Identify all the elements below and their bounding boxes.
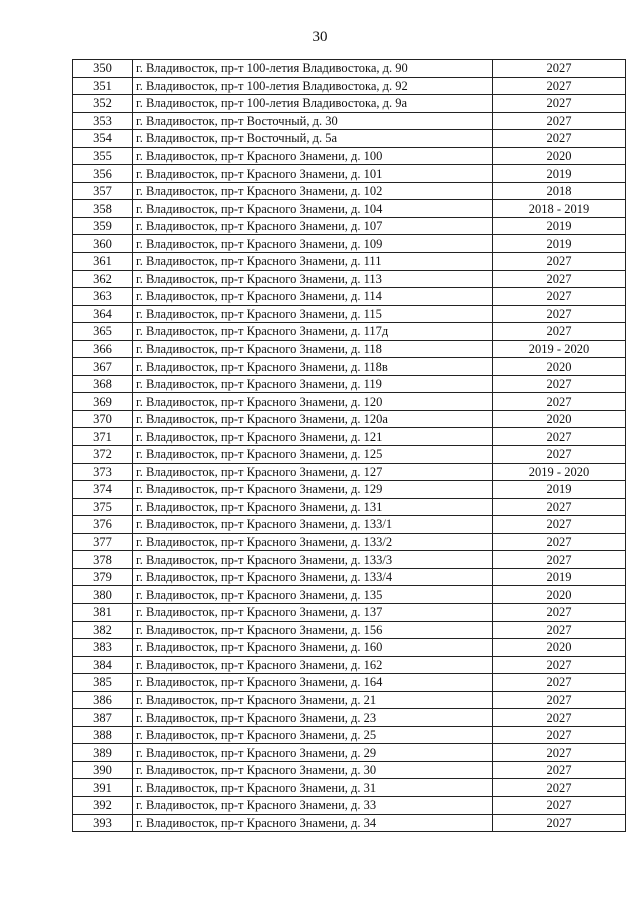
table-row — [73, 340, 626, 358]
address-cell: г. Владивосток, пр-т Красного Знамени, д. 104 — [133, 200, 493, 218]
row-number-cell: 357 — [73, 182, 133, 200]
row-number-cell: 391 — [73, 779, 133, 797]
year-cell: 2018 - 2019 — [493, 200, 626, 218]
year-cell: 2020 — [493, 410, 626, 428]
table-row — [73, 709, 626, 727]
table-row — [73, 235, 626, 253]
year-cell: 2027 — [493, 288, 626, 306]
row-number-cell: 385 — [73, 674, 133, 692]
table-row — [73, 691, 626, 709]
address-schedule-table — [72, 59, 626, 832]
year-cell: 2027 — [493, 77, 626, 95]
table-row — [73, 253, 626, 271]
year-cell: 2027 — [493, 796, 626, 814]
address-cell: г. Владивосток, пр-т Красного Знамени, д. 135 — [133, 586, 493, 604]
year-cell: 2027 — [493, 533, 626, 551]
row-number-cell: 376 — [73, 516, 133, 534]
row-number-cell: 390 — [73, 761, 133, 779]
row-number-cell: 350 — [73, 60, 133, 78]
year-cell: 2027 — [493, 674, 626, 692]
table-row — [73, 621, 626, 639]
page-number: 30 — [312, 29, 328, 45]
year-cell: 2027 — [493, 270, 626, 288]
address-cell: г. Владивосток, пр-т Красного Знамени, д. 127 — [133, 463, 493, 481]
table-row — [73, 779, 626, 797]
row-number-cell: 358 — [73, 200, 133, 218]
year-cell: 2019 — [493, 235, 626, 253]
address-cell: г. Владивосток, пр-т Красного Знамени, д. 137 — [133, 603, 493, 621]
year-cell: 2027 — [493, 130, 626, 148]
year-cell: 2027 — [493, 253, 626, 271]
address-cell: г. Владивосток, пр-т Красного Знамени, д. 118 — [133, 340, 493, 358]
row-number-cell: 354 — [73, 130, 133, 148]
address-cell: г. Владивосток, пр-т Красного Знамени, д. 119 — [133, 375, 493, 393]
table-row — [73, 726, 626, 744]
table-row — [73, 463, 626, 481]
row-number-cell: 361 — [73, 253, 133, 271]
year-cell: 2027 — [493, 551, 626, 569]
row-number-cell: 388 — [73, 726, 133, 744]
row-number-cell: 365 — [73, 323, 133, 341]
table-row — [73, 182, 626, 200]
row-number-cell: 382 — [73, 621, 133, 639]
address-cell: г. Владивосток, пр-т Красного Знамени, д. 162 — [133, 656, 493, 674]
row-number-cell: 364 — [73, 305, 133, 323]
table-row — [73, 112, 626, 130]
row-number-cell: 381 — [73, 603, 133, 621]
address-cell: г. Владивосток, пр-т Красного Знамени, д. 113 — [133, 270, 493, 288]
table-row — [73, 323, 626, 341]
row-number-cell: 377 — [73, 533, 133, 551]
table-row — [73, 639, 626, 657]
table-row — [73, 533, 626, 551]
address-cell: г. Владивосток, пр-т Красного Знамени, д. 30 — [133, 761, 493, 779]
table-row — [73, 270, 626, 288]
row-number-cell: 373 — [73, 463, 133, 481]
table-row — [73, 375, 626, 393]
year-cell: 2027 — [493, 744, 626, 762]
year-cell: 2020 — [493, 358, 626, 376]
year-cell: 2020 — [493, 639, 626, 657]
address-cell: г. Владивосток, пр-т Красного Знамени, д. 133/4 — [133, 568, 493, 586]
year-cell: 2027 — [493, 498, 626, 516]
year-cell: 2019 — [493, 481, 626, 499]
table-row — [73, 603, 626, 621]
row-number-cell: 375 — [73, 498, 133, 516]
address-cell: г. Владивосток, пр-т Красного Знамени, д. 117д — [133, 323, 493, 341]
address-cell: г. Владивосток, пр-т Красного Знамени, д. 131 — [133, 498, 493, 516]
row-number-cell: 360 — [73, 235, 133, 253]
row-number-cell: 384 — [73, 656, 133, 674]
year-cell: 2020 — [493, 586, 626, 604]
row-number-cell: 359 — [73, 217, 133, 235]
table-row — [73, 796, 626, 814]
address-cell: г. Владивосток, пр-т Красного Знамени, д. 107 — [133, 217, 493, 235]
address-cell: г. Владивосток, пр-т Красного Знамени, д. 156 — [133, 621, 493, 639]
row-number-cell: 386 — [73, 691, 133, 709]
table-row — [73, 586, 626, 604]
year-cell: 2027 — [493, 393, 626, 411]
table-row — [73, 814, 626, 832]
row-number-cell: 374 — [73, 481, 133, 499]
address-cell: г. Владивосток, пр-т Красного Знамени, д. 120а — [133, 410, 493, 428]
table-row — [73, 147, 626, 165]
address-cell: г. Владивосток, пр-т Красного Знамени, д. 33 — [133, 796, 493, 814]
address-cell: г. Владивосток, пр-т Красного Знамени, д. 109 — [133, 235, 493, 253]
year-cell: 2019 — [493, 568, 626, 586]
table-row — [73, 358, 626, 376]
address-cell: г. Владивосток, пр-т 100-летия Владивостока, д. 9а — [133, 95, 493, 113]
address-cell: г. Владивосток, пр-т Красного Знамени, д. 25 — [133, 726, 493, 744]
year-cell: 2027 — [493, 323, 626, 341]
year-cell: 2018 — [493, 182, 626, 200]
table-row — [73, 200, 626, 218]
year-cell: 2027 — [493, 726, 626, 744]
row-number-cell: 367 — [73, 358, 133, 376]
address-cell: г. Владивосток, пр-т Красного Знамени, д. 121 — [133, 428, 493, 446]
address-cell: г. Владивосток, пр-т Красного Знамени, д. 21 — [133, 691, 493, 709]
row-number-cell: 379 — [73, 568, 133, 586]
table-row — [73, 446, 626, 464]
address-cell: г. Владивосток, пр-т Красного Знамени, д. 120 — [133, 393, 493, 411]
row-number-cell: 378 — [73, 551, 133, 569]
address-cell: г. Владивосток, пр-т Красного Знамени, д. 114 — [133, 288, 493, 306]
year-cell: 2019 — [493, 165, 626, 183]
year-cell: 2027 — [493, 95, 626, 113]
year-cell: 2027 — [493, 428, 626, 446]
year-cell: 2027 — [493, 709, 626, 727]
row-number-cell: 387 — [73, 709, 133, 727]
address-cell: г. Владивосток, пр-т Красного Знамени, д. 31 — [133, 779, 493, 797]
address-cell: г. Владивосток, пр-т Красного Знамени, д. 133/2 — [133, 533, 493, 551]
row-number-cell: 389 — [73, 744, 133, 762]
table-row — [73, 95, 626, 113]
table-row — [73, 288, 626, 306]
year-cell: 2027 — [493, 621, 626, 639]
address-cell: г. Владивосток, пр-т Красного Знамени, д. 164 — [133, 674, 493, 692]
year-cell: 2027 — [493, 305, 626, 323]
table-row — [73, 60, 626, 78]
table-row — [73, 165, 626, 183]
year-cell: 2027 — [493, 516, 626, 534]
table-row — [73, 656, 626, 674]
year-cell: 2027 — [493, 112, 626, 130]
row-number-cell: 383 — [73, 639, 133, 657]
row-number-cell: 363 — [73, 288, 133, 306]
year-cell: 2027 — [493, 446, 626, 464]
address-cell: г. Владивосток, пр-т Красного Знамени, д. 118в — [133, 358, 493, 376]
row-number-cell: 372 — [73, 446, 133, 464]
address-cell: г. Владивосток, пр-т Красного Знамени, д. 133/1 — [133, 516, 493, 534]
table-row — [73, 516, 626, 534]
address-cell: г. Владивосток, пр-т Красного Знамени, д. 129 — [133, 481, 493, 499]
row-number-cell: 355 — [73, 147, 133, 165]
row-number-cell: 369 — [73, 393, 133, 411]
address-cell: г. Владивосток, пр-т Красного Знамени, д. 101 — [133, 165, 493, 183]
address-cell: г. Владивосток, пр-т Красного Знамени, д. 160 — [133, 639, 493, 657]
address-cell: г. Владивосток, пр-т 100-летия Владивостока, д. 92 — [133, 77, 493, 95]
year-cell: 2027 — [493, 691, 626, 709]
table-row — [73, 428, 626, 446]
year-cell: 2027 — [493, 375, 626, 393]
address-cell: г. Владивосток, пр-т 100-летия Владивостока, д. 90 — [133, 60, 493, 78]
row-number-cell: 366 — [73, 340, 133, 358]
address-cell: г. Владивосток, пр-т Восточный, д. 30 — [133, 112, 493, 130]
table-row — [73, 77, 626, 95]
table-row — [73, 217, 626, 235]
address-cell: г. Владивосток, пр-т Красного Знамени, д. 100 — [133, 147, 493, 165]
year-cell: 2027 — [493, 779, 626, 797]
year-cell: 2019 - 2020 — [493, 340, 626, 358]
table-row — [73, 498, 626, 516]
row-number-cell: 370 — [73, 410, 133, 428]
address-cell: г. Владивосток, пр-т Красного Знамени, д. 133/3 — [133, 551, 493, 569]
row-number-cell: 368 — [73, 375, 133, 393]
table-row — [73, 761, 626, 779]
row-number-cell: 356 — [73, 165, 133, 183]
table-row — [73, 410, 626, 428]
year-cell: 2020 — [493, 147, 626, 165]
row-number-cell: 353 — [73, 112, 133, 130]
year-cell: 2019 — [493, 217, 626, 235]
year-cell: 2027 — [493, 603, 626, 621]
table-body — [73, 60, 626, 832]
year-cell: 2027 — [493, 814, 626, 832]
address-cell: г. Владивосток, пр-т Красного Знамени, д. 102 — [133, 182, 493, 200]
table-row — [73, 481, 626, 499]
year-cell: 2027 — [493, 60, 626, 78]
row-number-cell: 393 — [73, 814, 133, 832]
table-row — [73, 674, 626, 692]
row-number-cell: 362 — [73, 270, 133, 288]
row-number-cell: 380 — [73, 586, 133, 604]
address-cell: г. Владивосток, пр-т Красного Знамени, д. 29 — [133, 744, 493, 762]
table-row — [73, 305, 626, 323]
table-row — [73, 744, 626, 762]
row-number-cell: 351 — [73, 77, 133, 95]
table-row — [73, 568, 626, 586]
table-row — [73, 551, 626, 569]
row-number-cell: 392 — [73, 796, 133, 814]
address-cell: г. Владивосток, пр-т Красного Знамени, д. 115 — [133, 305, 493, 323]
address-cell: г. Владивосток, пр-т Красного Знамени, д. 125 — [133, 446, 493, 464]
address-cell: г. Владивосток, пр-т Красного Знамени, д. 23 — [133, 709, 493, 727]
year-cell: 2027 — [493, 656, 626, 674]
row-number-cell: 352 — [73, 95, 133, 113]
table-row — [73, 393, 626, 411]
address-cell: г. Владивосток, пр-т Красного Знамени, д. 34 — [133, 814, 493, 832]
address-cell: г. Владивосток, пр-т Восточный, д. 5а — [133, 130, 493, 148]
address-cell: г. Владивосток, пр-т Красного Знамени, д. 111 — [133, 253, 493, 271]
row-number-cell: 371 — [73, 428, 133, 446]
year-cell: 2027 — [493, 761, 626, 779]
table-row — [73, 130, 626, 148]
year-cell: 2019 - 2020 — [493, 463, 626, 481]
